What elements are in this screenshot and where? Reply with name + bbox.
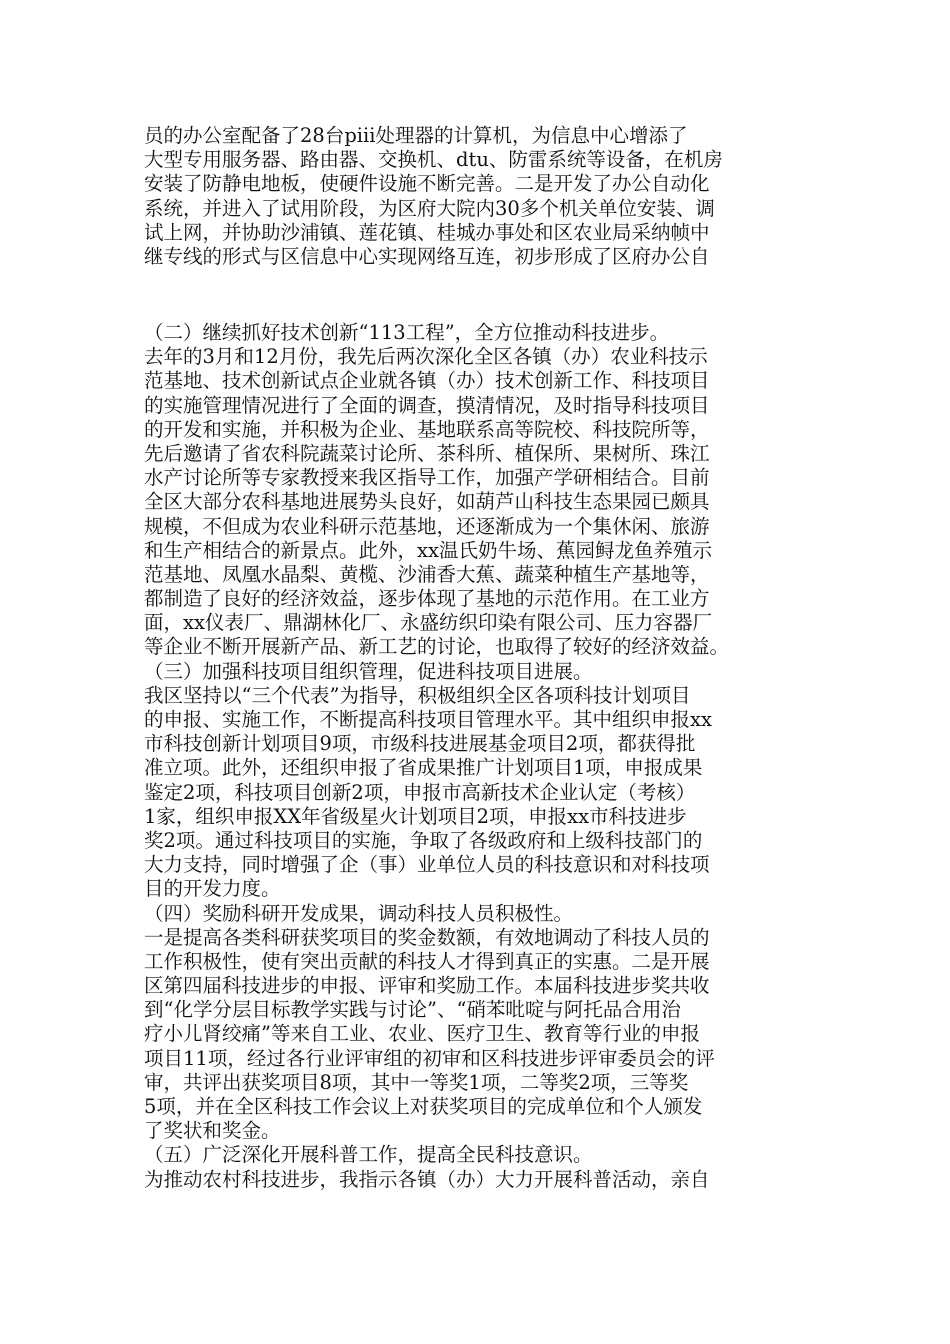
text-line: 规模，不但成为农业科研示范基地，还逐渐成为一个集休闲、旅游	[144, 514, 710, 538]
text-line: 的实施管理情况进行了全面的调查，摸清情况，及时指导科技项目	[144, 393, 710, 417]
text-line: 到“化学分层目标教学实践与讨论”、“硝苯吡啶与阿托品合用治	[144, 998, 681, 1022]
text-line: 市科技创新计划项目9项，市级科技进展基金项目2项，都获得批	[144, 732, 696, 756]
text-line: 审，共评出获奖项目8项，其中一等奖1项，二等奖2项，三等奖	[144, 1070, 689, 1094]
text-line: 为推动农村科技进步，我指示各镇（办）大力开展科普活动，亲自	[144, 1167, 710, 1191]
text-line: 工作积极性，使有突出贡献的科技人才得到真正的实惠。二是开展	[144, 949, 710, 973]
text-line: 员的办公室配备了28台piii处理器的计算机，为信息中心增添了	[144, 124, 688, 147]
text-line: 大型专用服务器、路由器、交换机、dtu、防雷系统等设备，在机房	[144, 148, 723, 172]
text-line: 先后邀请了省农科院蔬菜讨论所、茶科所、植保所、果树所、珠江	[144, 441, 710, 465]
section-heading-4: （四）奖励科研开发成果，调动科技人员积极性。	[144, 901, 574, 925]
text-line: 系统，并进入了试用阶段，为区府大院内30多个机关单位安装、调	[144, 196, 715, 220]
paragraph-block-main	[144, 321, 808, 1192]
text-line: 项目11项，经过各行业评审组的初审和区科技进步评审委员会的评	[144, 1046, 715, 1070]
text-line: 去年的3月和12月份，我先后两次深化全区各镇（办）农业科技示	[144, 345, 708, 369]
section-heading-3: （三）加强科技项目组织管理，促进科技项目进展。	[144, 659, 593, 683]
text-line: 范基地、技术创新试点企业就各镇（办）技术创新工作、科技项目	[144, 369, 710, 393]
text-line: 范基地、凤凰水晶梨、黄榄、沙浦香大蕉、蔬菜种植生产基地等，	[144, 562, 710, 586]
text-line: 目的开发力度。	[144, 877, 281, 901]
text-line: 一是提高各类科研获奖项目的奖金数额，有效地调动了科技人员的	[144, 925, 710, 949]
text-line: 都制造了良好的经济效益，逐步体现了基地的示范作用。在工业方	[144, 587, 710, 611]
text-line: 安装了防静电地板，使硬件设施不断完善。二是开发了办公自动化	[144, 172, 710, 196]
text-line: 5项，并在全区科技工作会议上对获奖项目的完成单位和个人颁发	[144, 1095, 703, 1118]
text-line: 试上网，并协助沙浦镇、莲花镇、桂城办事处和区农业局采纳帧中	[144, 220, 710, 244]
text-line: 继专线的形式与区信息中心实现网络互连，初步形成了区府办公自	[144, 244, 710, 268]
section-heading-2: （二）继续抓好技术创新“113工程”，全方位推动科技进步。	[144, 321, 670, 344]
text-line: 全区大部分农科基地进展势头良好，如葫芦山科技生态果园已颇具	[144, 490, 710, 514]
paragraph-block-top	[144, 124, 808, 269]
text-line: 区第四届科技进步的申报、评审和奖励工作。本届科技进步奖共收	[144, 974, 710, 998]
text-line: 大力支持，同时增强了企（事）业单位人员的科技意识和对科技项	[144, 853, 710, 877]
text-line: 的申报、实施工作，不断提高科技项目管理水平。其中组织申报xx	[144, 708, 712, 731]
text-line: 面，xx仪表厂、鼎湖林化厂、永盛纺织印染有限公司、压力容器厂	[144, 611, 712, 635]
text-line: 疗小儿肾绞痛”等来自工业、农业、医疗卫生、教育等行业的申报	[144, 1022, 700, 1046]
text-line: 准立项。此外，还组织申报了省成果推广计划项目1项，申报成果	[144, 756, 703, 780]
text-line: 奖2项。通过科技项目的实施，争取了各级政府和上级科技部门的	[144, 828, 703, 852]
text-line: 鉴定2项，科技项目创新2项，申报市高新技术企业认定（考核）	[144, 780, 696, 804]
text-line: 水产讨论所等专家教授来我区指导工作，加强产学研相结合。目前	[144, 466, 710, 490]
text-line: 1家，组织申报XX年省级星火计划项目2项，申报xx市科技进步	[144, 804, 687, 828]
section-heading-5: （五）广泛深化开展科普工作，提高全民科技意识。	[144, 1143, 593, 1167]
text-line: 我区坚持以“三个代表”为指导，积极组织全区各项科技计划项目	[144, 683, 691, 707]
text-line: 等企业不断开展新产品、新工艺的讨论，也取得了较好的经济效益。	[144, 635, 730, 659]
text-line: 的开发和实施，并积极为企业、基地联系高等院校、科技院所等，	[144, 417, 710, 441]
text-line: 了奖状和奖金。	[144, 1119, 281, 1143]
text-line: 和生产相结合的新景点。此外，xx温氏奶牛场、蕉园鲟龙鱼养殖示	[144, 538, 712, 562]
